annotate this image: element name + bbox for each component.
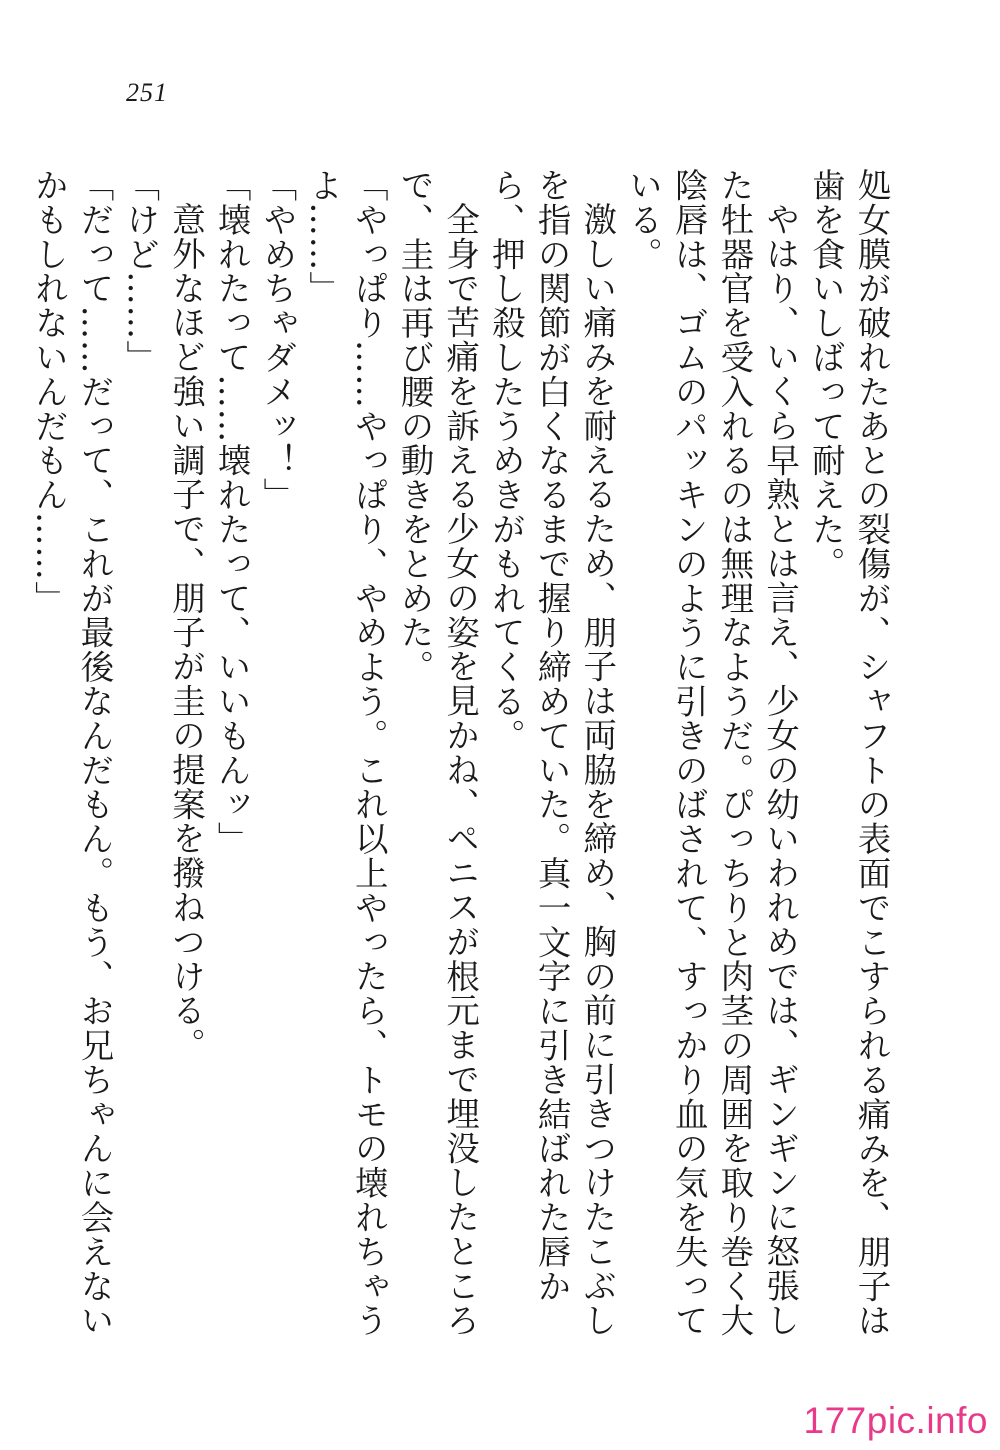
dialogue-line: 「けど……」 (120, 168, 160, 375)
body-text (26, 168, 894, 1348)
paragraph: 意外なほど強い調子で、朋子が圭の提案を撥ねつける。 (166, 201, 206, 1062)
dialogue-line: 「やめちゃダメッ！」 (257, 168, 297, 512)
dialogue-line: 「やっぱり……やっぱり、やめよう。これ以上やったら、トモの壊れちゃうよ……」 (303, 168, 389, 1338)
page-number: 251 (126, 78, 168, 107)
paragraph: 激しい痛みを耐えるため、朋子は両脇を締め、胸の前に引きつけたこぶしを指の関節が白くなるまで握り締めていた。真一文字に引き結ばれた唇から、押し殺したうめきがもれてくる。 (486, 168, 617, 1337)
dialogue-line: 「だって……だって、これが最後なんだもん。もう、お兄ちゃんに会えないかもしれないんだもん……」 (29, 168, 115, 1338)
watermark-text: 177pic.info (803, 1400, 988, 1441)
paragraph: 全身で苦痛を訴える少女の姿を見かね、ペニスが根元まで埋没したところで、圭は再び腰の動きをとめた。 (394, 168, 480, 1337)
dialogue-line: 「壊れたって……壊れたって、いいもんッ」 (212, 168, 252, 856)
paragraph: やはり、いくら早熟とは言え、少女の幼いわれめでは、ギンギンに怒張した牡器官を受入れるのは無理なようだ。ぴっちりと肉茎の周囲を取り巻く大陰唇は、ゴムのパッキンのように引きのばされて、すっかり血の気を失っている。 (623, 168, 800, 1338)
paragraph: 処女膜が破れたあとの裂傷が、シャフトの表面でこすられる痛みを、朋子は歯を食いしばって耐えた。 (806, 168, 891, 1338)
